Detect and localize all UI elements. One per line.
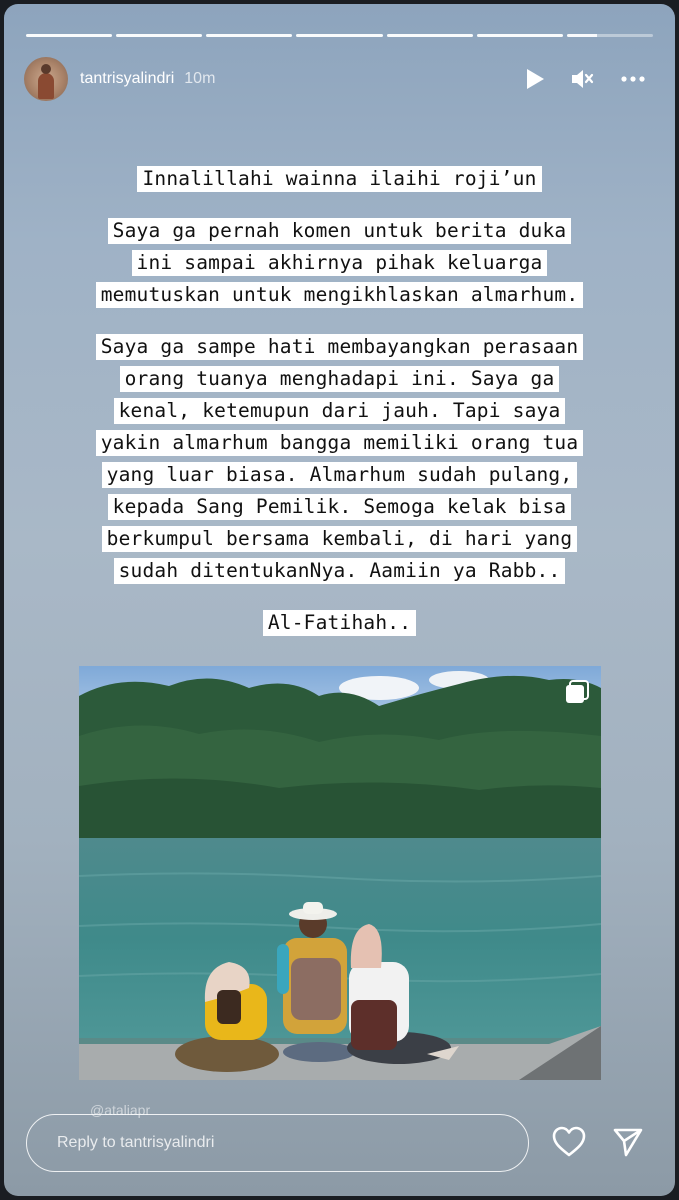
text-line: yakin almarhum bangga memiliki orang tua [96, 430, 584, 456]
text-line: kenal, ketemupun dari jauh. Tapi saya [114, 398, 566, 424]
more-options-icon[interactable] [621, 76, 645, 82]
text-line: berkumpul bersama kembali, di hari yang [102, 526, 578, 552]
progress-segment [387, 34, 473, 37]
text-line: kepada Sang Pemilik. Semoga kelak bisa [108, 494, 572, 520]
story-viewer [4, 4, 675, 1196]
text-paragraph-1 [4, 166, 675, 192]
text-line: Saya ga pernah komen untuk berita duka [108, 218, 572, 244]
text-line: Al-Fatihah.. [263, 610, 416, 636]
text-line: Innalillahi wainna ilaihi roji’un [137, 166, 541, 192]
text-line: sudah ditentukanNya. Aamiin ya Rabb.. [114, 558, 566, 584]
progress-segment [477, 34, 563, 37]
reshared-post-photo[interactable] [79, 666, 601, 1080]
text-line: Saya ga sampe hati membayangkan perasaan [96, 334, 584, 360]
progress-segment [206, 34, 292, 37]
reply-field[interactable] [26, 1114, 529, 1172]
text-paragraph-4 [4, 610, 675, 636]
post-time: 10m [184, 70, 216, 87]
play-icon[interactable] [525, 68, 545, 90]
progress-segment [116, 34, 202, 37]
text-line: yang luar biasa. Almarhum sudah pulang, [102, 462, 578, 488]
text-line: memutuskan untuk mengikhlaskan almarhum. [96, 282, 584, 308]
progress-segment-current [567, 34, 653, 37]
mute-icon[interactable] [571, 68, 595, 90]
text-line: orang tuanya menghadapi ini. Saya ga [120, 366, 560, 392]
username[interactable]: tantrisyalindri [80, 70, 175, 87]
send-icon[interactable] [612, 1126, 644, 1163]
heart-icon[interactable] [552, 1126, 586, 1163]
story-header [24, 56, 655, 102]
mention-tag[interactable]: @ataliapr [90, 1102, 151, 1118]
text-line: ini sampai akhirnya pihak keluarga [132, 250, 548, 276]
reshare-sticker-icon [565, 680, 589, 704]
text-paragraph-3 [4, 334, 675, 584]
story-text [4, 166, 675, 662]
avatar[interactable] [24, 57, 68, 101]
progress-segment [296, 34, 382, 37]
reply-input[interactable] [55, 1133, 528, 1153]
story-progress-bar [26, 34, 653, 37]
text-paragraph-2 [4, 218, 675, 308]
progress-segment [26, 34, 112, 37]
